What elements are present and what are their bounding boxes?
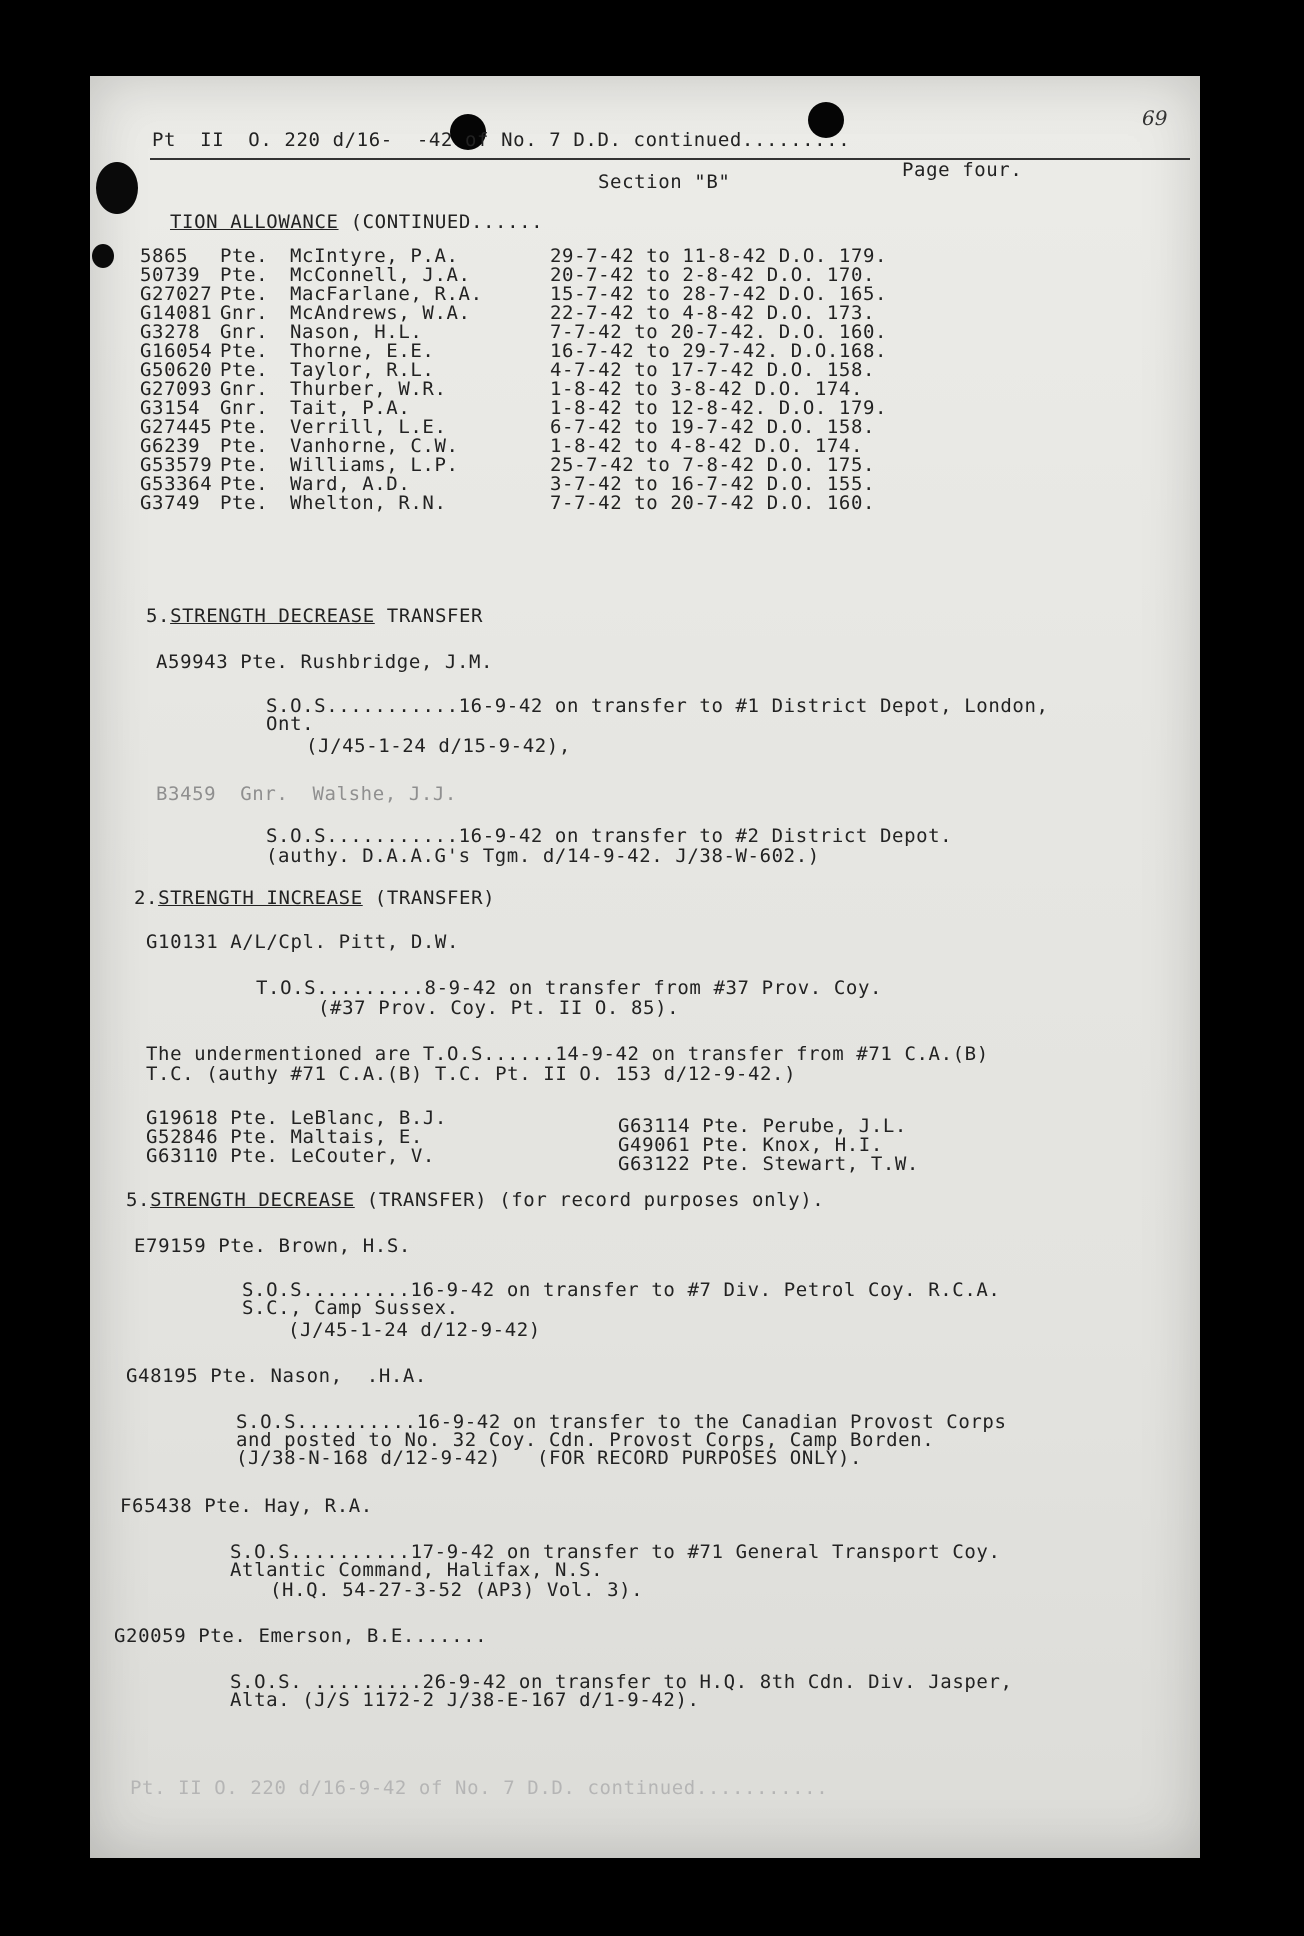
service-number: 5865 xyxy=(140,245,189,267)
entry-name: E79159 Pte. Brown, H.S. xyxy=(134,1235,411,1257)
rank: Pte. xyxy=(220,340,269,362)
date-range: 4-7-42 to 17-7-42 D.O. 158. xyxy=(550,359,876,381)
entry-line: S.O.S. .........26-9-42 on transfer to H.Q. 8th Cdn. Div. Jasper, xyxy=(230,1671,1013,1693)
date-range: 1-8-42 to 12-8-42. D.O. 179. xyxy=(550,397,888,419)
rank: Pte. xyxy=(220,473,269,495)
entry-name: A59943 Pte. Rushbridge, J.M. xyxy=(156,651,494,673)
rank: Pte. xyxy=(220,283,269,305)
rank: Pte. xyxy=(220,435,269,457)
entry-line: (H.Q. 54-27-3-52 (AP3) Vol. 3). xyxy=(270,1579,644,1601)
list-item: G63110 Pte. LeCouter, V. xyxy=(146,1145,435,1167)
entry-line: S.C., Camp Sussex. xyxy=(242,1297,459,1319)
service-number: G3749 xyxy=(140,492,201,514)
date-range: 7-7-42 to 20-7-42 D.O. 160. xyxy=(550,492,876,514)
soldier-name: McAndrews, W.A. xyxy=(290,302,471,324)
entry-line: Ont. xyxy=(266,713,315,735)
section-heading-suffix: TRANSFER xyxy=(374,605,484,627)
header-line: Pt II O. 220 d/16- -42 of No. 7 D.D. continued......... xyxy=(152,129,851,151)
soldier-name: MacFarlane, R.A. xyxy=(290,283,483,305)
soldier-name: McConnell, J.A. xyxy=(290,264,471,286)
rank: Pte. xyxy=(220,359,269,381)
entry-line: (J/38-N-168 d/12-9-42) (FOR RECORD PURPOSES ONLY). xyxy=(236,1447,863,1469)
section-heading-increase xyxy=(134,888,495,908)
entry-name: B3459 Gnr. Walshe, J.J. xyxy=(156,783,457,805)
list-item: G19618 Pte. LeBlanc, B.J. xyxy=(146,1107,447,1129)
section-heading-decrease-2 xyxy=(126,1190,824,1210)
entry-line: S.O.S.........16-9-42 on transfer to #7 Div. Petrol Coy. R.C.A. xyxy=(242,1279,1001,1301)
soldier-name: McIntyre, P.A. xyxy=(290,245,459,267)
entry-line: Alta. (J/S 1172-2 J/38-E-167 d/1-9-42). xyxy=(230,1689,700,1711)
date-range: 20-7-42 to 2-8-42 D.O. 170. xyxy=(550,264,876,286)
rank: Pte. xyxy=(220,245,269,267)
soldier-name: Williams, L.P. xyxy=(290,454,459,476)
rank: Gnr. xyxy=(220,397,269,419)
entry-line: (#37 Prov. Coy. Pt. II O. 85). xyxy=(318,997,680,1019)
entry-line: T.O.S.........8-9-42 on transfer from #37 Prov. Coy. xyxy=(256,977,883,999)
service-number: G27027 xyxy=(140,283,213,305)
soldier-name: Tait, P.A. xyxy=(290,397,411,419)
section-heading-suffix: (TRANSFER) xyxy=(362,887,496,909)
date-range: 7-7-42 to 20-7-42. D.O. 160. xyxy=(550,321,888,343)
rank: Pte. xyxy=(220,454,269,476)
rank: Gnr. xyxy=(220,321,269,343)
list-item: G52846 Pte. Maltais, E. xyxy=(146,1126,423,1148)
section-heading-text: STRENGTH INCREASE xyxy=(158,887,363,909)
section-heading-text: STRENGTH DECREASE xyxy=(150,1189,355,1211)
date-range: 16-7-42 to 29-7-42. D.O.168. xyxy=(550,340,888,362)
entry-line: S.O.S...........16-9-42 on transfer to #1 District Depot, London, xyxy=(266,695,1049,717)
allowance-heading xyxy=(170,212,543,232)
entry-line: (J/45-1-24 d/15-9-42), xyxy=(306,735,571,757)
list-item: G63122 Pte. Stewart, T.W. xyxy=(618,1153,919,1175)
section-number: 5. xyxy=(126,1189,151,1211)
service-number: G3278 xyxy=(140,321,201,343)
footer-line: Pt. II O. 220 d/16-9-42 of No. 7 D.D. continued........... xyxy=(130,1777,829,1799)
edge-blot-top xyxy=(96,162,138,214)
soldier-name: Vanhorne, C.W. xyxy=(290,435,459,457)
service-number: G16054 xyxy=(140,340,213,362)
entry-line: (J/45-1-24 d/12-9-42) xyxy=(288,1319,541,1341)
section-heading-suffix: (TRANSFER) (for record purposes only). xyxy=(354,1189,825,1211)
page-label: Page four. xyxy=(902,159,1023,181)
soldier-name: Verrill, L.E. xyxy=(290,416,447,438)
soldier-name: Whelton, R.N. xyxy=(290,492,447,514)
list-item: G63114 Pte. Perube, J.L. xyxy=(618,1115,907,1137)
service-number: G3154 xyxy=(140,397,201,419)
entry-name: G10131 A/L/Cpl. Pitt, D.W. xyxy=(146,931,460,953)
date-range: 29-7-42 to 11-8-42 D.O. 179. xyxy=(550,245,888,267)
date-range: 22-7-42 to 4-8-42 D.O. 173. xyxy=(550,302,876,324)
group-line: The undermentioned are T.O.S......14-9-42 on transfer from #71 C.A.(B) xyxy=(146,1043,989,1065)
service-number: G53364 xyxy=(140,473,213,495)
service-number: G27445 xyxy=(140,416,213,438)
section-heading-text: STRENGTH DECREASE xyxy=(170,605,375,627)
section-title: Section "B" xyxy=(598,171,731,193)
service-number: G50620 xyxy=(140,359,213,381)
soldier-name: Nason, H.L. xyxy=(290,321,423,343)
edge-blot-mid xyxy=(92,244,114,268)
entry-line: S.O.S..........16-9-42 on transfer to the Canadian Provost Corps xyxy=(236,1411,1007,1433)
service-number: G53579 xyxy=(140,454,213,476)
soldier-name: Taylor, R.L. xyxy=(290,359,435,381)
service-number: 50739 xyxy=(140,264,201,286)
entry-line: Atlantic Command, Halifax, N.S. xyxy=(230,1559,604,1581)
page-number: 69 xyxy=(1142,106,1168,130)
rank: Pte. xyxy=(220,416,269,438)
service-number: G14081 xyxy=(140,302,213,324)
entry-name: G20059 Pte. Emerson, B.E....... xyxy=(114,1625,488,1647)
date-range: 25-7-42 to 7-8-42 D.O. 175. xyxy=(550,454,876,476)
entry-name: G48195 Pte. Nason, .H.A. xyxy=(126,1365,427,1387)
entry-line: S.O.S..........17-9-42 on transfer to #71 General Transport Coy. xyxy=(230,1541,1001,1563)
rank: Pte. xyxy=(220,492,269,514)
section-number: 2. xyxy=(134,887,159,909)
entry-line: (authy. D.A.A.G's Tgm. d/14-9-42. J/38-W-602.) xyxy=(266,845,820,867)
date-range: 3-7-42 to 16-7-42 D.O. 155. xyxy=(550,473,876,495)
entry-line: and posted to No. 32 Coy. Cdn. Provost Corps, Camp Borden. xyxy=(236,1429,935,1451)
service-number: G6239 xyxy=(140,435,201,457)
soldier-name: Thurber, W.R. xyxy=(290,378,447,400)
date-range: 1-8-42 to 4-8-42 D.O. 174. xyxy=(550,435,864,457)
section-heading-decrease-1 xyxy=(146,606,483,626)
entry-name: F65438 Pte. Hay, R.A. xyxy=(120,1495,373,1517)
soldier-name: Ward, A.D. xyxy=(290,473,411,495)
document-page xyxy=(90,76,1200,1858)
entry-line: S.O.S...........16-9-42 on transfer to #2 District Depot. xyxy=(266,825,953,847)
header-rule xyxy=(150,158,1190,160)
rank: Gnr. xyxy=(220,302,269,324)
allowance-heading-suffix: (CONTINUED...... xyxy=(338,211,544,233)
group-line: T.C. (authy #71 C.A.(B) T.C. Pt. II O. 153 d/12-9-42.) xyxy=(146,1063,797,1085)
section-number: 5. xyxy=(146,605,171,627)
list-item: G49061 Pte. Knox, H.I. xyxy=(618,1134,883,1156)
allowance-heading-text: TION ALLOWANCE xyxy=(170,211,339,233)
date-range: 6-7-42 to 19-7-42 D.O. 158. xyxy=(550,416,876,438)
rank: Pte. xyxy=(220,264,269,286)
date-range: 1-8-42 to 3-8-42 D.O. 174. xyxy=(550,378,864,400)
service-number: G27093 xyxy=(140,378,213,400)
rank: Gnr. xyxy=(220,378,269,400)
date-range: 15-7-42 to 28-7-42 D.O. 165. xyxy=(550,283,888,305)
soldier-name: Thorne, E.E. xyxy=(290,340,435,362)
